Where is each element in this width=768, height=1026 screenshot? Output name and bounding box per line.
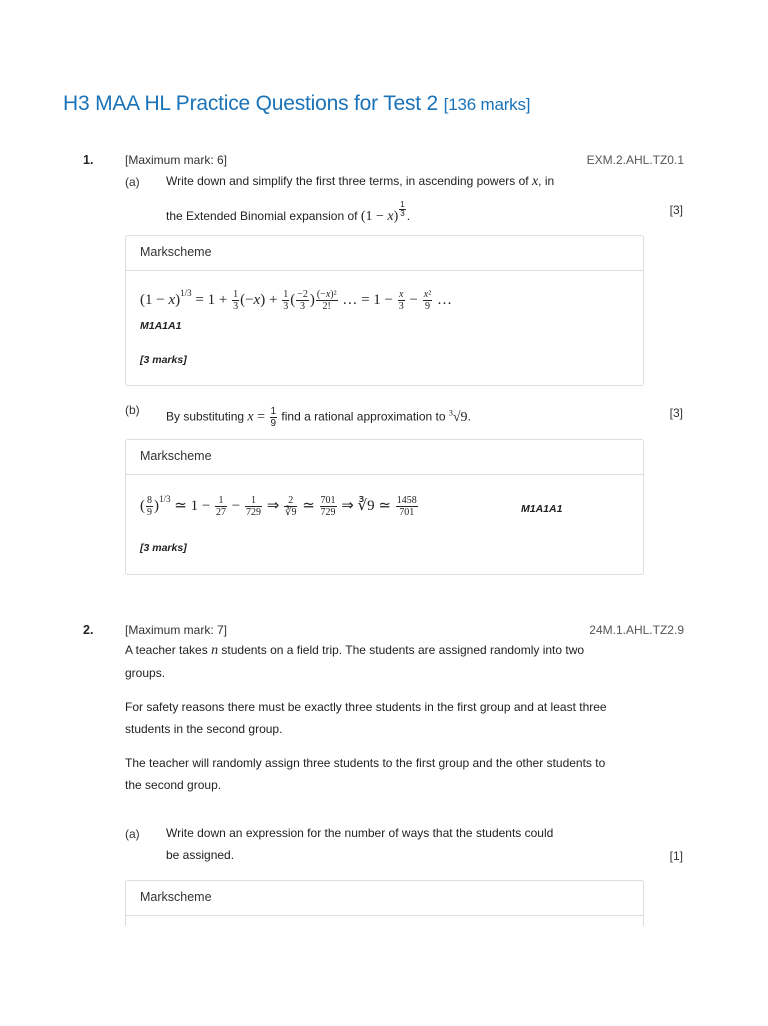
part-label: (a) bbox=[125, 175, 140, 189]
markscheme-header: Markscheme bbox=[126, 881, 643, 916]
q2-paragraph-3: The teacher will randomly assign three students to the first group and the other students to the second group. bbox=[125, 756, 606, 792]
title-marks: [136 marks] bbox=[443, 95, 531, 114]
markscheme-header: Markscheme bbox=[126, 440, 643, 475]
approximation-equation: ( $\frac{8}{9}$ )$^{1/3}$ ≃ 1 − $\frac{1}{27}$ − $\frac{1}{729}$ ⇒ $\frac{2}{∛9}$ ≃ $\frac{701}{729}$ ⇒ ∛9 ≃ $\frac{1458}{701}$ bbox=[140, 494, 417, 519]
page-fade bbox=[118, 926, 658, 1026]
q2-part-a-text: Write down an expression for the number of ways that the students could be assigned. bbox=[166, 826, 554, 862]
total-marks: [3 marks] bbox=[140, 354, 187, 366]
part-label: (b) bbox=[125, 403, 140, 417]
part-a-line1: Write down and simplify the first three terms, in ascending powers of x, in bbox=[166, 174, 555, 189]
question-code: 24M.1.AHL.TZ2.9 bbox=[589, 623, 684, 637]
max-mark: [Maximum mark: 6] bbox=[125, 153, 228, 167]
q2-paragraph-1: A teacher takes n students on a field trip. The students are assigned randomly into two groups. bbox=[125, 643, 585, 680]
part-b-line: By substituting x = $\frac{1}{9}$ find a rational approximation to $^3$√9. bbox=[166, 405, 471, 429]
page-title bbox=[63, 92, 530, 116]
mark-code: M1A1A1 bbox=[140, 320, 182, 332]
markscheme-header: Markscheme bbox=[126, 236, 643, 271]
part-marks: [3] bbox=[669, 203, 683, 217]
markscheme-box bbox=[125, 439, 644, 575]
markscheme-box bbox=[125, 235, 644, 386]
part-label: (a) bbox=[125, 827, 140, 841]
part-a-line2: the Extended Binomial expansion of (1 − x) $^{\frac{1}{3}}$ . bbox=[166, 200, 411, 224]
title-text: H3 MAA HL Practice Questions for Test 2 bbox=[63, 92, 439, 115]
part-marks: [3] bbox=[669, 406, 683, 420]
max-mark: [Maximum mark: 7] bbox=[125, 623, 228, 637]
part-marks: [1] bbox=[669, 849, 683, 863]
binomial-expansion-equation: $(1 - x)^{1/3} = 1$ + $\frac{1}{3}$ (−x) + $\frac{1}{3}$ ( $\frac{-2}{3}$ ) $\frac{\text{(−x)²}}{2!}$ … = 1 − $\frac{x}{3}$ − $\frac{\text{x²}}{9}$ … bbox=[140, 288, 452, 313]
question-number: 1. bbox=[83, 153, 94, 167]
question-code: EXM.2.AHL.TZ0.1 bbox=[586, 153, 684, 167]
question-number: 2. bbox=[83, 623, 94, 637]
q2-paragraph-2: For safety reasons there must be exactly three students in the first group and at least three students in the second group. bbox=[125, 700, 607, 736]
total-marks: [3 marks] bbox=[140, 542, 187, 554]
mark-code: M1A1A1 bbox=[521, 503, 563, 515]
